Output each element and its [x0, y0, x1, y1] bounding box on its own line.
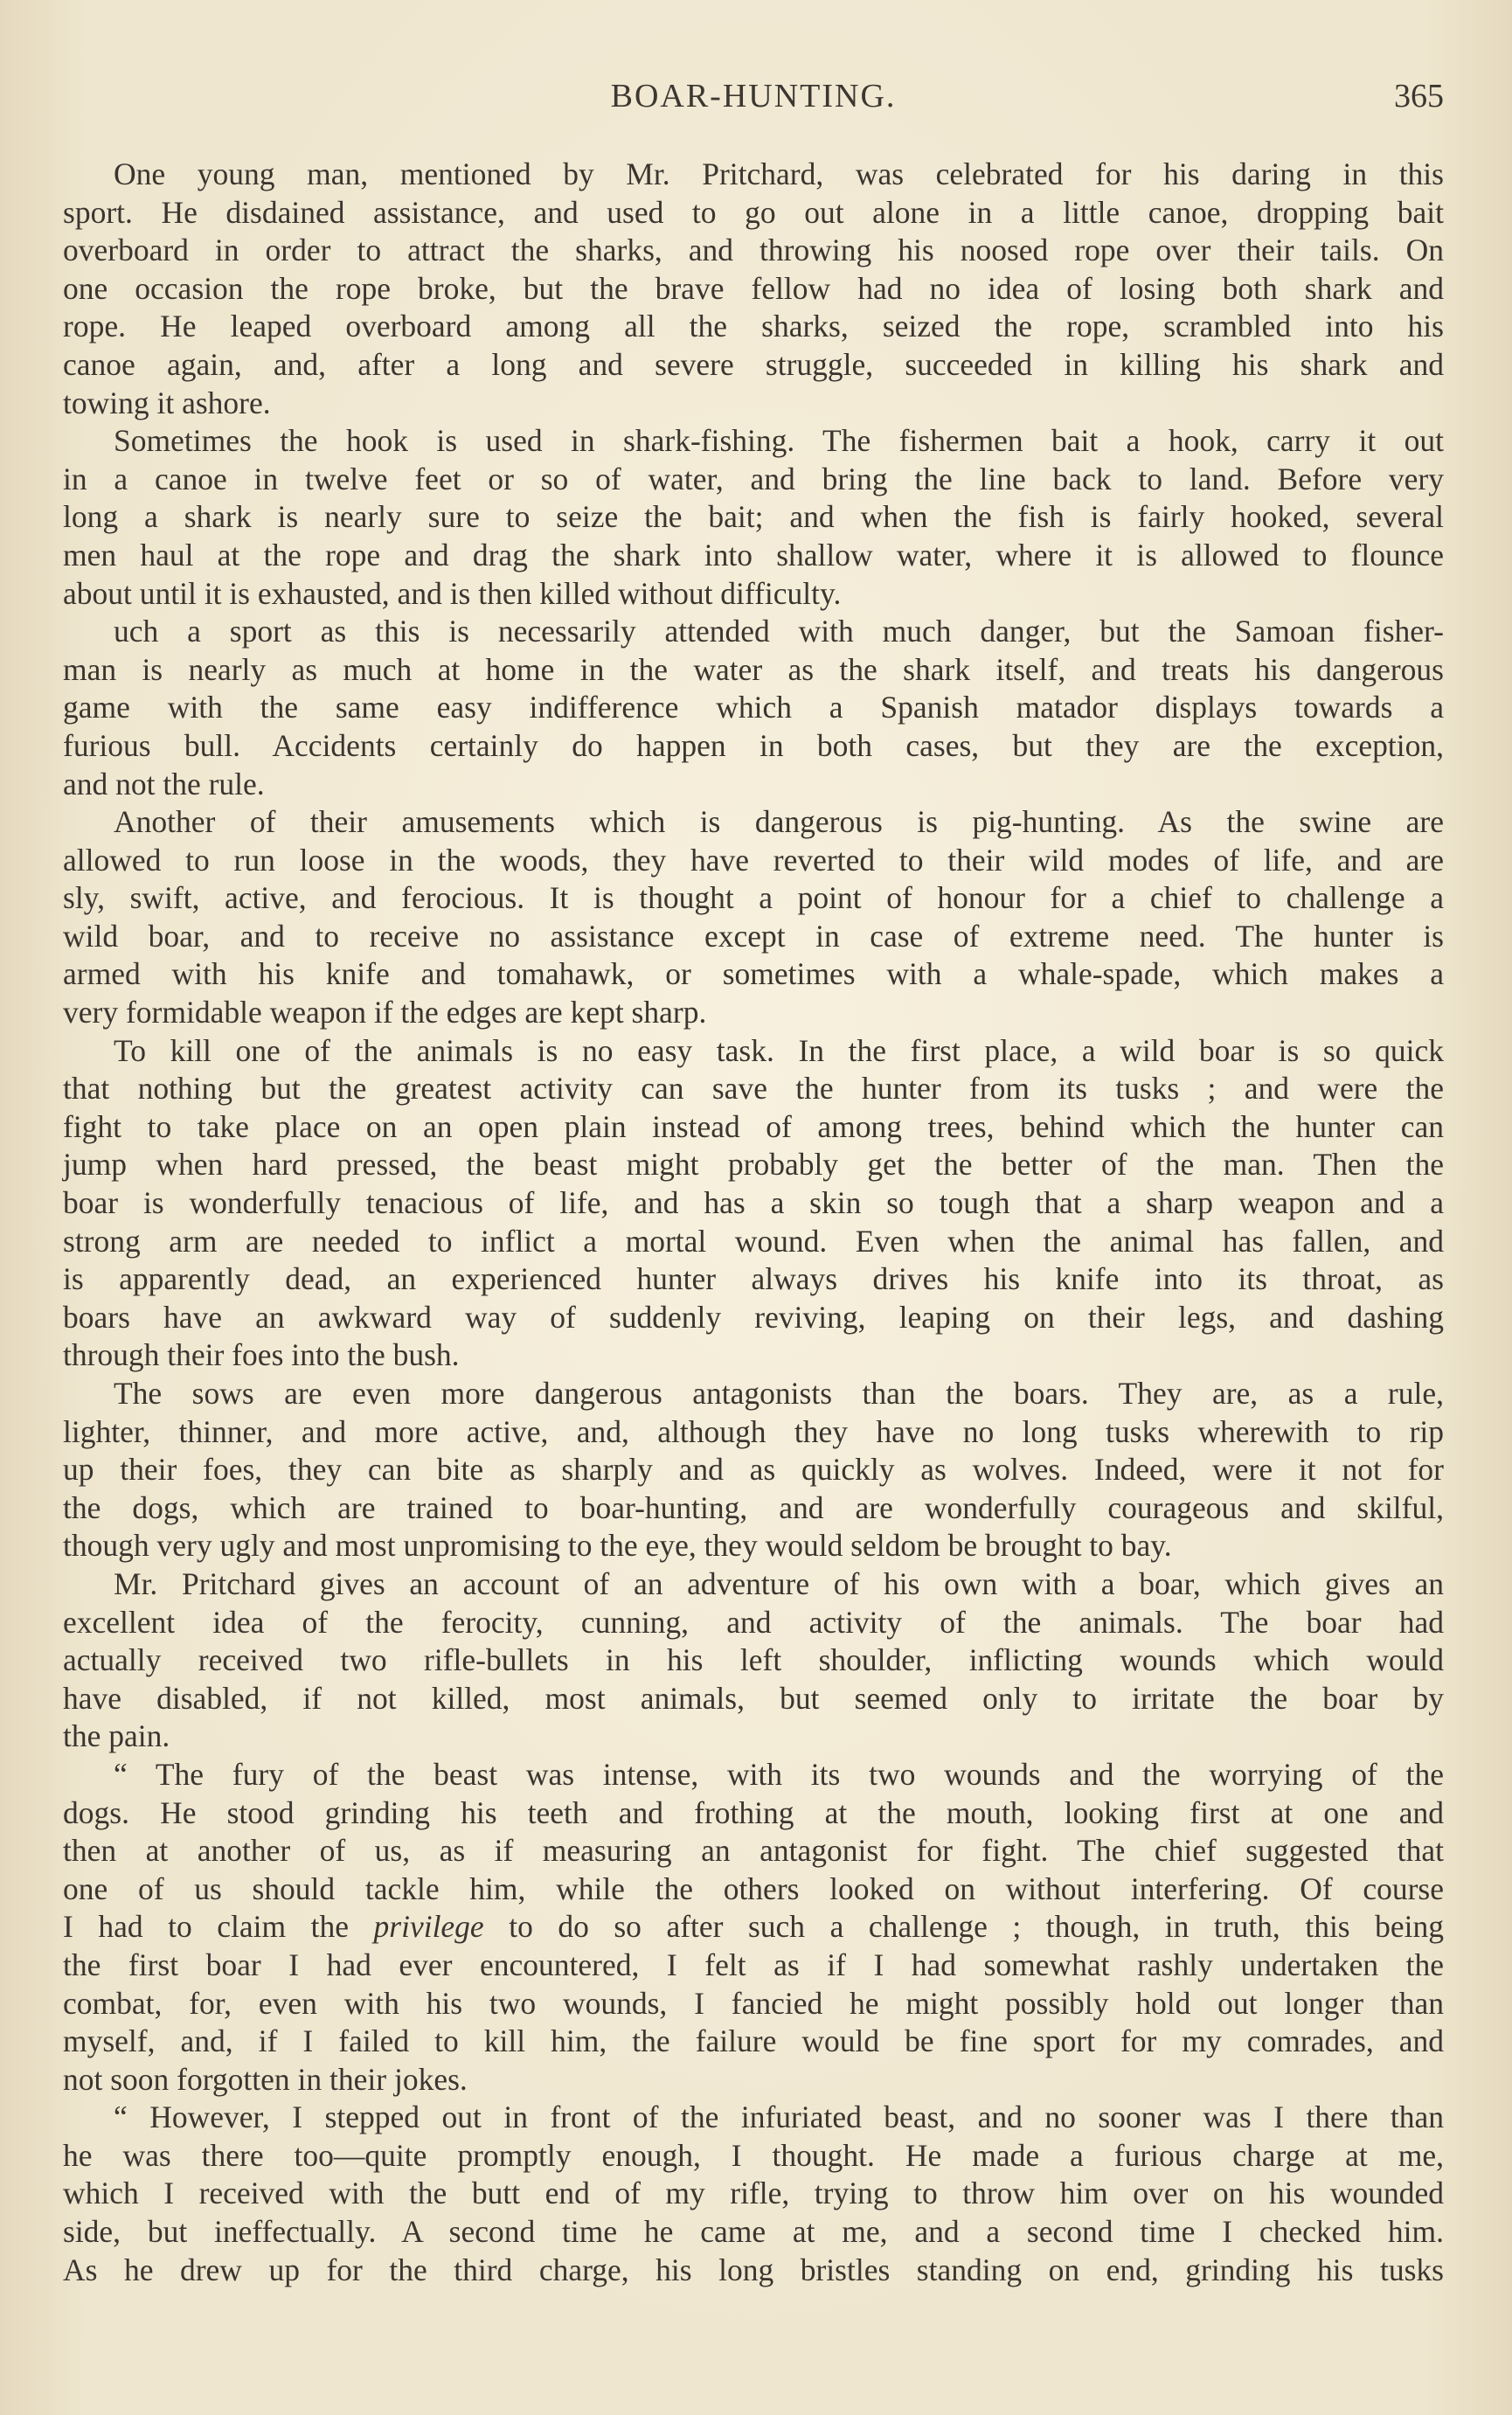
- text-line: excellent idea of the ferocity, cunning, and activity of the animals. The boar had: [63, 1604, 1444, 1640]
- text-line: game with the same easy indifference which a Spanish matador displays towards a: [63, 690, 1444, 725]
- text-line: rope. He leaped overboard among all the sharks, seized the rope, scrambled into his: [63, 309, 1444, 344]
- text-line: not soon forgotten in their jokes.: [63, 2061, 468, 2097]
- text-line: and not the rule.: [63, 766, 265, 802]
- text-line: that nothing but the greatest activity can save the hunter from its tusks ; and were the: [63, 1071, 1444, 1107]
- running-head: [63, 77, 1444, 129]
- body-text: [63, 156, 1444, 2289]
- text-line: have disabled, if not killed, most animals, but seemed only to irritate the boar by: [63, 1680, 1444, 1716]
- text-line: uch a sport as this is necessarily attended with much danger, but the Samoan fisher-: [114, 614, 1444, 649]
- text-line: though very ugly and most unpromising to the eye, they would seldom be brought to bay.: [63, 1528, 1172, 1564]
- text-line: in a canoe in twelve feet or so of water, and bring the line back to land. Before very: [63, 461, 1444, 496]
- text-line: combat, for, even with his two wounds, I fancied he might possibly hold out longer than: [63, 1985, 1444, 2021]
- text-line: actually received two rifle-bullets in his left shoulder, inflicting wounds which would: [63, 1642, 1444, 1678]
- text-line: Sometimes the hook is used in shark-fishing. The fishermen bait a hook, carry it out: [114, 423, 1444, 459]
- text-line: up their foes, they can bite as sharply and as quickly as wolves. Indeed, were it not for: [63, 1452, 1444, 1488]
- text-line: the first boar I had ever encountered, I felt as if I had somewhat rashly undertaken the: [63, 1947, 1444, 1982]
- text-line: overboard in order to attract the sharks, and throwing his noosed rope over their tails. On: [63, 232, 1444, 268]
- text-line: The sows are even more dangerous antagonists than the boars. They are, as a rule,: [114, 1376, 1444, 1411]
- text-line: One young man, mentioned by Mr. Pritchard, was celebrated for his daring in this: [114, 156, 1444, 191]
- text-line: long a shark is nearly sure to seize the bait; and when the fish is fairly hooked, several: [63, 499, 1444, 535]
- text-line: myself, and, if I failed to kill him, the failure would be fine sport for my comrades, and: [63, 2023, 1444, 2059]
- emphasis: privilege: [373, 1909, 484, 1945]
- text-line: “ The fury of the beast was intense, with its two wounds and the worrying of the: [114, 1756, 1444, 1792]
- text-line: wild boar, and to receive no assistance except in case of extreme need. The hunter is: [63, 918, 1444, 954]
- text-line: men haul at the rope and drag the shark into shallow water, where it is allowed to flounce: [63, 537, 1444, 573]
- text-line: boars have an awkward way of suddenly reviving, leaping on their legs, and dashing: [63, 1299, 1444, 1335]
- text-line: “ However, I stepped out in front of the infuriated beast, and no sooner was I there than: [114, 2099, 1444, 2135]
- page-number: 365: [1394, 78, 1444, 115]
- text-line: which I received with the butt end of my rifle, trying to throw him over on his wounded: [63, 2176, 1444, 2211]
- text-line: then at another of us, as if measuring an antagonist for fight. The chief suggested that: [63, 1833, 1444, 1869]
- text-line: one occasion the rope broke, but the brave fellow had no idea of losing both shark and: [63, 270, 1444, 306]
- text-line: is apparently dead, an experienced hunter always drives his knife into its throat, as: [63, 1261, 1444, 1297]
- text-line: side, but ineffectually. A second time he came at me, and a second time I checked him.: [63, 2214, 1444, 2250]
- text-line: sport. He disdained assistance, and used to go out alone in a little canoe, dropping bait: [63, 194, 1444, 230]
- running-title: BOAR-HUNTING.: [610, 78, 897, 115]
- text-line: allowed to run loose in the woods, they have reverted to their wild modes of life, and are: [63, 842, 1444, 878]
- text-line: I had to claim the privilege to do so after such a challenge ; though, in truth, this being: [63, 1909, 1445, 1945]
- text-line: jump when hard pressed, the beast might probably get the better of the man. Then the: [63, 1147, 1444, 1183]
- text-line: To kill one of the animals is no easy task. In the first place, a wild boar is so quick: [114, 1032, 1444, 1068]
- text-line: one of us should tackle him, while the others looked on without interfering. Of course: [63, 1870, 1444, 1906]
- text-line: fight to take place on an open plain instead of among trees, behind which the hunter can: [63, 1108, 1444, 1144]
- text-line: canoe again, and, after a long and severe struggle, succeeded in killing his shark and: [63, 346, 1444, 382]
- text-line: lighter, thinner, and more active, and, although they have no long tusks wherewith to rip: [63, 1413, 1444, 1449]
- text-line: man is nearly as much at home in the water as the shark itself, and treats his dangerous: [63, 651, 1444, 687]
- text-line: armed with his knife and tomahawk, or sometimes with a whale-spade, which makes a: [63, 956, 1444, 992]
- text-line: through their foes into the bush.: [63, 1337, 460, 1373]
- text-line: he was there too—quite promptly enough, I thought. He made a furious charge at me,: [63, 2137, 1444, 2173]
- text-line: Another of their amusements which is dangerous is pig-hunting. As the swine are: [114, 804, 1444, 840]
- text-line: boar is wonderfully tenacious of life, and has a skin so tough that a sharp weapon and a: [63, 1185, 1444, 1221]
- text-line: sly, swift, active, and ferocious. It is thought a point of honour for a chief to challenge a: [63, 880, 1444, 916]
- text-line: the pain.: [63, 1718, 170, 1754]
- text-line: towing it ashore.: [63, 385, 271, 420]
- text-line: As he drew up for the third charge, his long bristles standing on end, grinding his tusks: [63, 2252, 1444, 2287]
- text-line: furious bull. Accidents certainly do happen in both cases, but they are the exception,: [63, 727, 1444, 763]
- text-line: Mr. Pritchard gives an account of an adventure of his own with a boar, which gives an: [114, 1565, 1444, 1601]
- text-line: strong arm are needed to inflict a mortal wound. Even when the animal has fallen, and: [63, 1223, 1444, 1259]
- text-line: very formidable weapon if the edges are kept sharp.: [63, 995, 707, 1031]
- text-line: about until it is exhausted, and is then killed without difficulty.: [63, 575, 842, 611]
- text-line: the dogs, which are trained to boar-hunting, and are wonderfully courageous and skilful,: [63, 1489, 1444, 1525]
- text-line: dogs. He stood grinding his teeth and frothing at the mouth, looking first at one and: [63, 1794, 1444, 1830]
